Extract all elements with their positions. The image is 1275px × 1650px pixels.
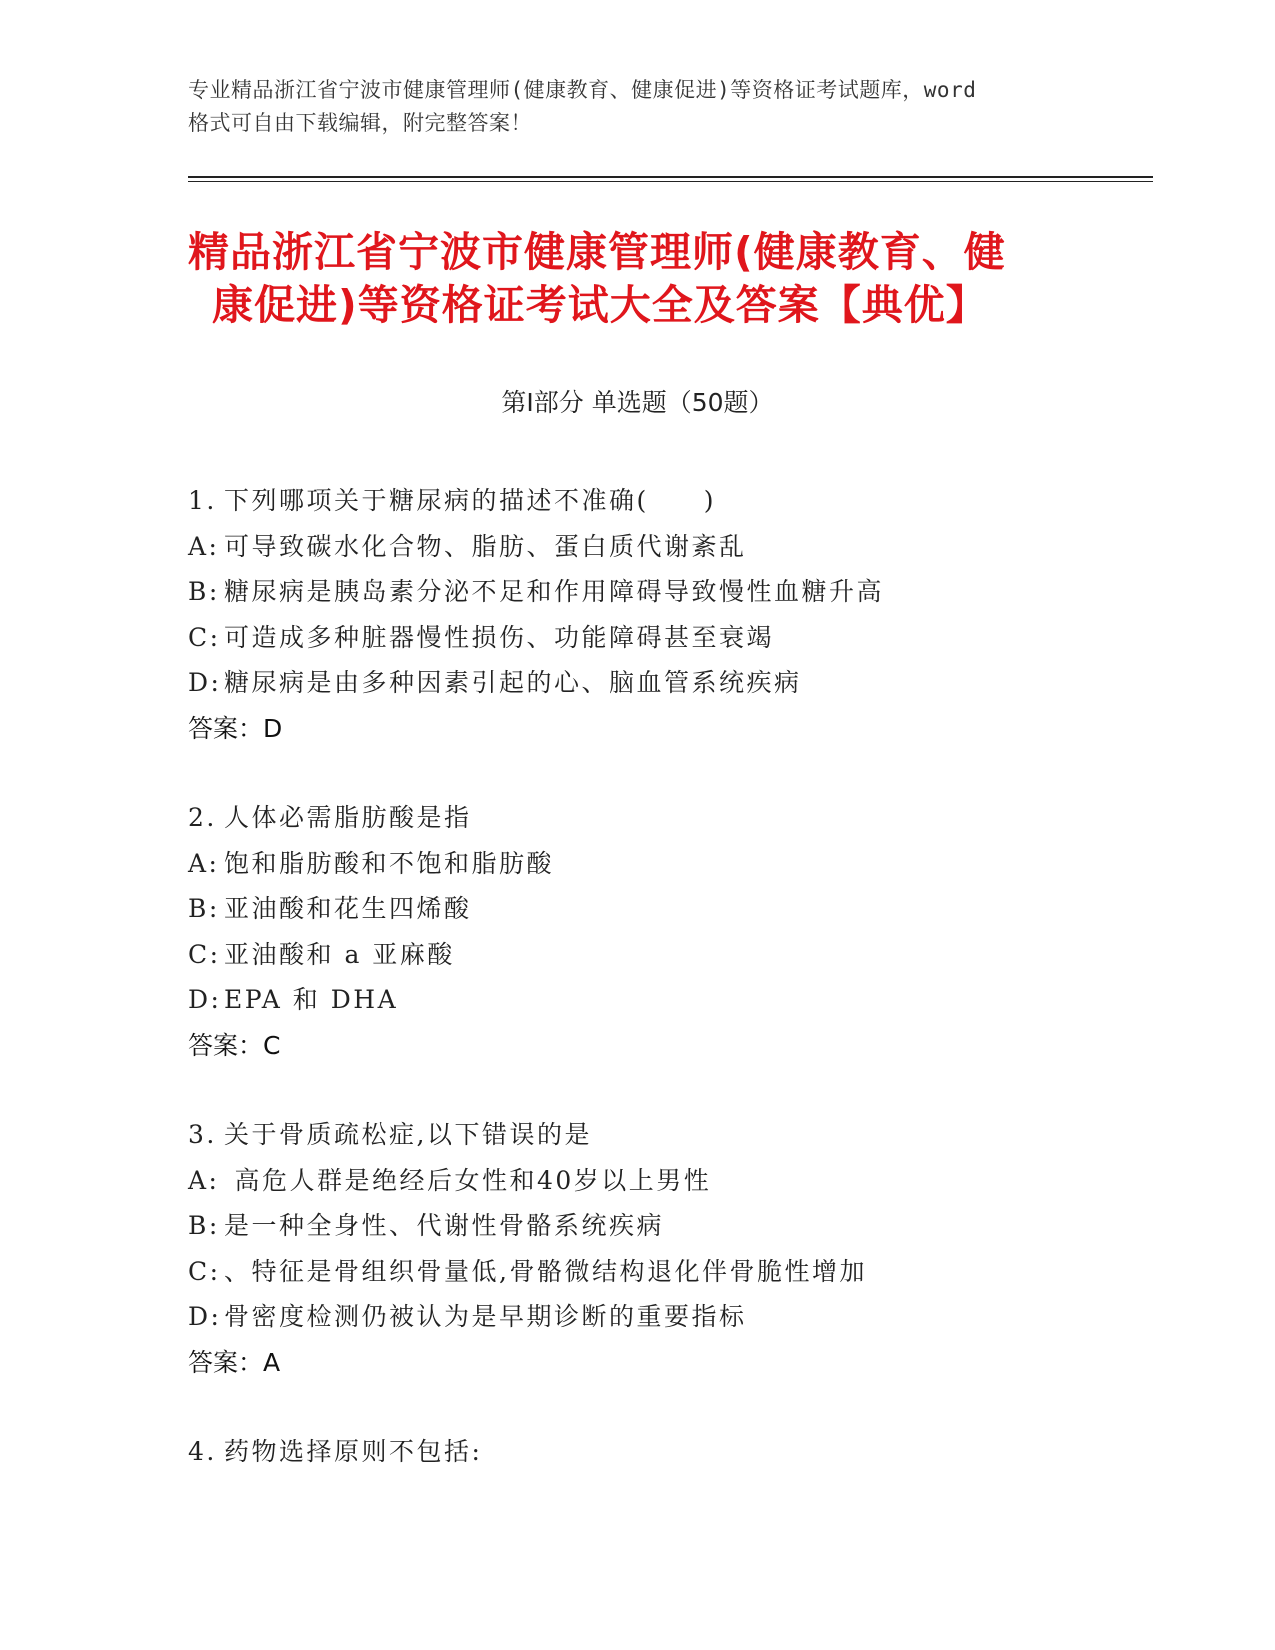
question-number: 3. — [188, 1120, 217, 1149]
question-number: 4. — [188, 1437, 217, 1466]
question-stem — [188, 1112, 1148, 1158]
option-text: 饱和脂肪酸和不饱和脂肪酸 — [224, 848, 555, 878]
question-stem — [188, 478, 1148, 524]
option-d — [188, 660, 1148, 706]
option-c — [188, 932, 1148, 978]
option-text: 可造成多种脏器慢性损伤、功能障碍甚至衰竭 — [224, 622, 775, 652]
option-key: D: — [188, 985, 222, 1014]
option-key: C: — [188, 939, 221, 969]
question-number: 2. — [188, 803, 217, 832]
header-note-line-1: 专业精品浙江省宁波市健康管理师(健康教育、健康促进)等资格证考试题库，word — [188, 78, 977, 102]
question-list — [188, 478, 1148, 1519]
section-title: 第Ⅰ部分 单选题（50题） — [501, 388, 774, 417]
question-text: 人体必需脂肪酸是指 — [224, 803, 472, 832]
option-text: 亚油酸和花生四烯酸 — [224, 894, 472, 923]
option-a — [188, 524, 1148, 570]
option-key: C: — [188, 1256, 221, 1286]
option-a — [188, 841, 1148, 887]
question-text: 关于骨质疏松症,以下错误的是 — [224, 1120, 592, 1149]
question-number: 1. — [188, 486, 217, 515]
document-title-line-2: 康促进)等资格证考试大全及答案【典优】 — [212, 281, 988, 329]
option-key: C: — [188, 622, 221, 652]
header-note-line-2: 格式可自由下载编辑，附完整答案！ — [188, 111, 532, 135]
header-divider-thin — [188, 181, 1153, 182]
option-text: EPA 和 DHA — [224, 985, 399, 1014]
question-1 — [188, 478, 1148, 751]
option-key: D: — [188, 668, 222, 697]
option-key: D: — [188, 1302, 222, 1331]
option-c — [188, 1249, 1148, 1295]
option-b — [188, 569, 1148, 615]
option-c — [188, 615, 1148, 661]
option-text: 骨密度检测仍被认为是早期诊断的重要指标 — [224, 1302, 747, 1331]
answer-line: 答案：D — [188, 713, 283, 743]
option-text: 糖尿病是胰岛素分泌不足和作用障碍导致慢性血糖升高 — [224, 577, 885, 606]
option-text: 糖尿病是由多种因素引起的心、脑血管系统疾病 — [224, 668, 802, 697]
question-4 — [188, 1429, 1148, 1475]
option-d — [188, 1294, 1148, 1340]
option-text: 、特征是骨组织骨量低,骨骼微结构退化伴骨脆性增加 — [224, 1256, 867, 1286]
option-a — [188, 1158, 1148, 1204]
option-text: 是一种全身性、代谢性骨骼系统疾病 — [224, 1211, 665, 1240]
option-text: 高危人群是绝经后女性和40岁以上男性 — [224, 1165, 712, 1195]
option-key: B: — [188, 577, 220, 606]
option-b — [188, 1203, 1148, 1249]
option-b — [188, 886, 1148, 932]
document-title-line-1: 精品浙江省宁波市健康管理师(健康教育、健 — [188, 228, 1006, 276]
option-key: A: — [188, 848, 220, 878]
question-text: 药物选择原则不包括: — [224, 1437, 483, 1466]
option-key: A: — [188, 1165, 220, 1195]
option-key: B: — [188, 894, 220, 923]
header-divider-thick — [188, 176, 1153, 178]
question-text: 下列哪项关于糖尿病的描述不准确( ) — [224, 486, 717, 515]
option-key: A: — [188, 531, 220, 561]
option-d — [188, 977, 1148, 1023]
question-stem — [188, 1429, 1148, 1475]
question-2 — [188, 795, 1148, 1068]
answer-line: 答案：A — [188, 1347, 281, 1377]
option-key: B: — [188, 1211, 220, 1240]
answer-line: 答案：C — [188, 1030, 281, 1060]
option-text: 可导致碳水化合物、脂肪、蛋白质代谢紊乱 — [224, 531, 747, 561]
document-title — [188, 226, 1088, 332]
question-stem — [188, 795, 1148, 841]
header-note — [188, 74, 1088, 140]
question-3 — [188, 1112, 1148, 1385]
option-text: 亚油酸和 a 亚麻酸 — [224, 939, 455, 969]
